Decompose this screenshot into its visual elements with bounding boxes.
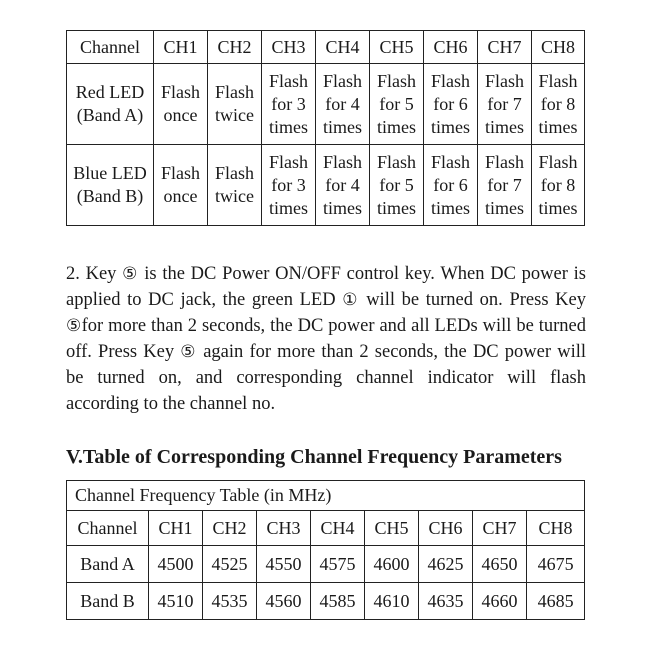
section-title: V.Table of Corresponding Channel Frequency Parameters <box>66 446 562 468</box>
table-cell: 4550 <box>257 546 311 583</box>
table-cell: 4600 <box>365 546 419 583</box>
table-cell: Flash for 4 times <box>316 145 370 226</box>
table-cell: 4510 <box>149 583 203 620</box>
paragraph-text: again for more than 2 seconds, the DC power will be turned on, and corresponding channel indicator will flash according to the channel no. <box>66 342 586 414</box>
table-cell: Flash once <box>154 64 208 145</box>
header-cell: CH8 <box>527 511 585 546</box>
led-flash-table <box>66 30 585 226</box>
header-cell: CH3 <box>257 511 311 546</box>
row-label-line: Red LED <box>75 82 145 102</box>
frequency-table-caption-row <box>67 481 585 511</box>
table-row <box>67 583 585 620</box>
table-cell: 4500 <box>149 546 203 583</box>
header-cell: CH7 <box>478 31 532 64</box>
table-cell: 4585 <box>311 583 365 620</box>
led-1-symbol: ① <box>342 290 360 310</box>
table-row <box>67 64 585 145</box>
table-row <box>67 145 585 226</box>
row-label-cell <box>67 64 154 145</box>
table-cell: 4660 <box>473 583 527 620</box>
table-cell: Flash for 8 times <box>532 145 585 226</box>
header-cell: CH2 <box>208 31 262 64</box>
table-cell: Flash for 6 times <box>424 64 478 145</box>
header-cell: CH5 <box>365 511 419 546</box>
row-label-cell: Band B <box>67 583 149 620</box>
header-cell: CH1 <box>154 31 208 64</box>
row-label-line: (Band B) <box>76 186 144 206</box>
key-5-symbol: ⑤ <box>66 316 82 336</box>
paragraph-text: 2. Key <box>66 264 123 284</box>
table-cell: Flash for 3 times <box>262 145 316 226</box>
frequency-table <box>66 480 585 620</box>
table-cell: 4535 <box>203 583 257 620</box>
header-cell: CH2 <box>203 511 257 546</box>
table-cell: Flash for 5 times <box>370 145 424 226</box>
header-cell: CH6 <box>419 511 473 546</box>
paragraph-text: will be turned on. Press Key <box>359 290 586 310</box>
table-cell: 4610 <box>365 583 419 620</box>
header-cell: CH4 <box>316 31 370 64</box>
row-label-cell <box>67 145 154 226</box>
table-cell: Flash for 3 times <box>262 64 316 145</box>
header-cell: CH6 <box>424 31 478 64</box>
frequency-table-caption: Channel Frequency Table (in MHz) <box>67 481 585 511</box>
table-cell: Flash for 4 times <box>316 64 370 145</box>
table-cell: 4685 <box>527 583 585 620</box>
table-cell: 4525 <box>203 546 257 583</box>
table-cell: Flash once <box>154 145 208 226</box>
header-cell: CH3 <box>262 31 316 64</box>
paragraph-text: for more than 2 seconds, the DC power and all LEDs will be turned off. Press Key <box>66 316 586 362</box>
row-label-line: Blue LED <box>73 163 147 183</box>
table-cell: Flash for 6 times <box>424 145 478 226</box>
table-cell: Flash for 7 times <box>478 145 532 226</box>
header-cell: CH8 <box>532 31 585 64</box>
led-table-header-row <box>67 31 585 64</box>
table-cell: Flash twice <box>208 145 262 226</box>
header-cell: CH5 <box>370 31 424 64</box>
table-cell: 4635 <box>419 583 473 620</box>
table-cell: Flash for 8 times <box>532 64 585 145</box>
table-cell: 4560 <box>257 583 311 620</box>
key-5-symbol: ⑤ <box>122 264 139 284</box>
row-label-line: (Band A) <box>76 105 144 125</box>
header-cell: CH1 <box>149 511 203 546</box>
table-cell: Flash for 7 times <box>478 64 532 145</box>
header-cell: Channel <box>67 511 149 546</box>
table-cell: 4625 <box>419 546 473 583</box>
header-cell: Channel <box>67 31 154 64</box>
header-cell: CH7 <box>473 511 527 546</box>
key-description-paragraph <box>66 261 586 417</box>
table-cell: 4575 <box>311 546 365 583</box>
table-row <box>67 546 585 583</box>
table-cell: Flash for 5 times <box>370 64 424 145</box>
table-cell: 4650 <box>473 546 527 583</box>
table-cell: Flash twice <box>208 64 262 145</box>
header-cell: CH4 <box>311 511 365 546</box>
paragraph-text: is the DC Power ON/OFF control key. When DC power is applied to DC jack, the green LED <box>66 264 586 310</box>
row-label-cell: Band A <box>67 546 149 583</box>
frequency-table-header-row <box>67 511 585 546</box>
table-cell: 4675 <box>527 546 585 583</box>
key-5-symbol: ⑤ <box>180 342 198 362</box>
